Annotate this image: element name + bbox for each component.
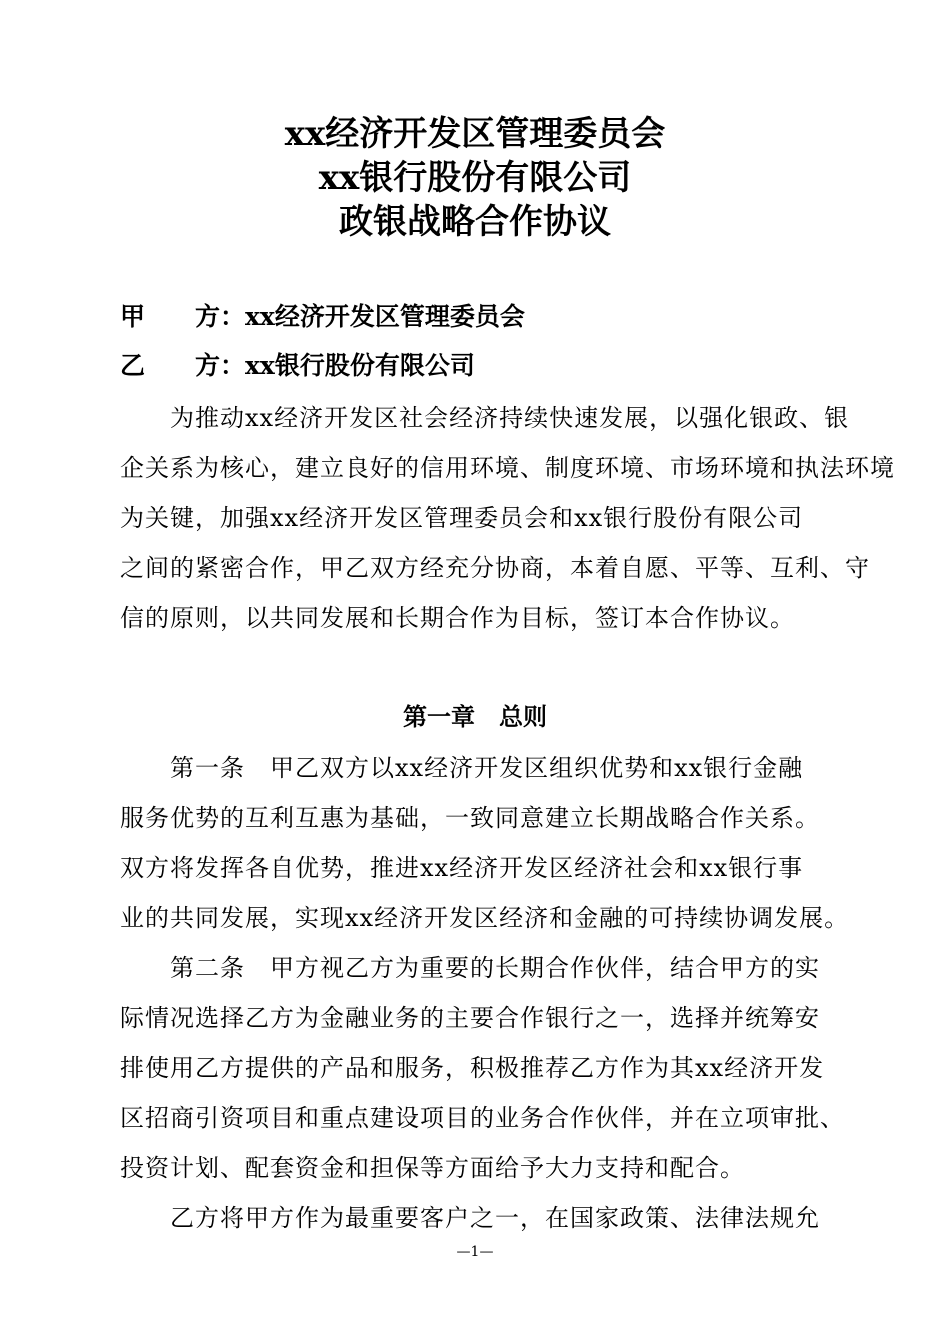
party-a-role: 甲 方： [120,302,246,331]
article-2-line: 投资计划、配套资金和担保等方面给予大力支持和配合。 [120,1154,745,1182]
article-1-line: 业的共同发展，实现xx经济开发区经济和金融的可持续协调发展。 [120,904,850,932]
preamble-line: 信的原则，以共同发展和长期合作为目标，签订本合作协议。 [120,604,795,632]
preamble-line: 企关系为核心，建立良好的信用环境、制度环境、市场环境和执法环境 [120,454,895,482]
article-2-line: 第二条 甲方视乙方为重要的长期合作伙伴，结合甲方的实 [170,954,820,982]
title-line-1: xx经济开发区管理委员会 [284,114,666,154]
chapter-heading: 第一章 总则 [403,702,547,731]
preamble-line: 为推动xx经济开发区社会经济持续快速发展，以强化银政、银 [170,404,850,432]
article-1-line: 第一条 甲乙双方以xx经济开发区组织优势和xx银行金融 [170,754,804,782]
article-2-line: 区招商引资项目和重点建设项目的业务合作伙伴，并在立项审批、 [120,1104,845,1132]
article-2-line: 排使用乙方提供的产品和服务，积极推荐乙方作为其xx经济开发 [120,1054,825,1082]
party-a [120,300,525,334]
title-line-2: xx银行股份有限公司 [318,158,632,198]
party-b [120,349,475,383]
party-b-name: xx银行股份有限公司 [245,351,475,380]
preamble-line: 为关键，加强xx经济开发区管理委员会和xx银行股份有限公司 [120,504,804,532]
title-line-3: 政银战略合作协议 [339,202,611,242]
article-1-line: 双方将发挥各自优势，推进xx经济开发区经济社会和xx银行事 [120,854,804,882]
article-1-line: 服务优势的互利互惠为基础，一致同意建立长期战略合作关系。 [120,804,820,832]
page-number: —1— [456,1244,494,1260]
article-2b-line: 乙方将甲方作为最重要客户之一，在国家政策、法律法规允 [170,1204,820,1232]
party-b-role: 乙 方： [120,351,246,380]
article-2-line: 际情况选择乙方为金融业务的主要合作银行之一，选择并统筹安 [120,1004,820,1032]
preamble-line: 之间的紧密合作，甲乙双方经充分协商，本着自愿、平等、互利、守 [120,554,870,582]
party-a-name: xx经济开发区管理委员会 [245,302,525,331]
